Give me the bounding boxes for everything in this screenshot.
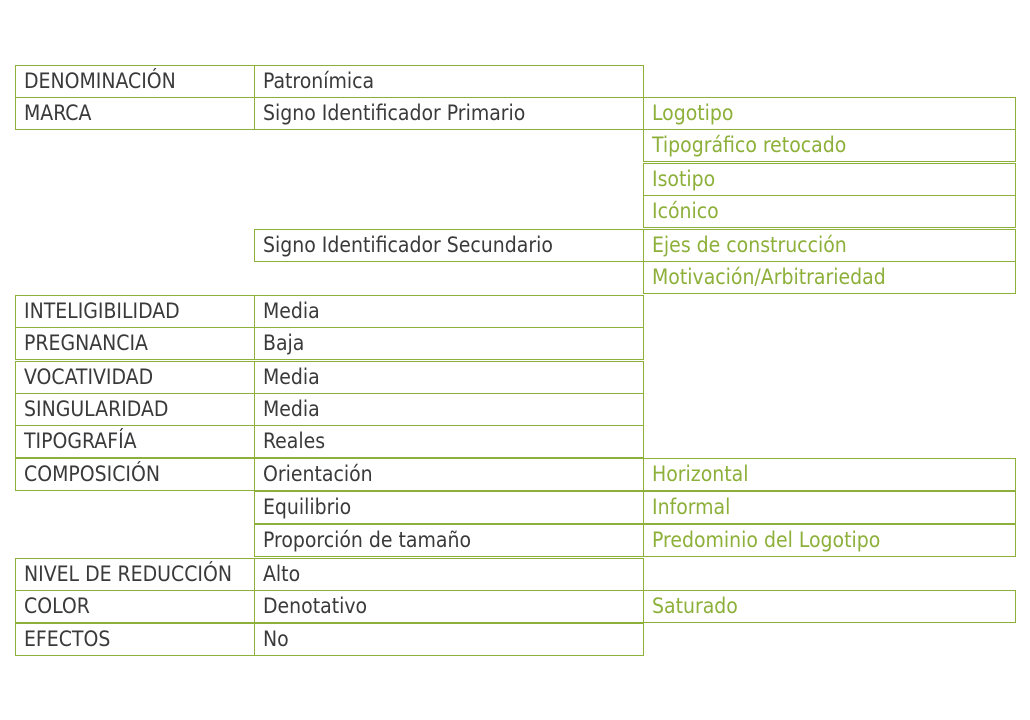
row-detail-tipografico-retocado: Tipográfico retocado xyxy=(643,129,1016,162)
row-detail-iconico: Icónico xyxy=(643,195,1016,228)
row-value-equilibrio: Equilibrio xyxy=(254,491,644,524)
row-detail-ejes-construccion: Ejes de construcción xyxy=(643,229,1016,262)
row-label-pregnancia: PREGNANCIA xyxy=(15,327,255,360)
row-detail-informal: Informal xyxy=(643,491,1016,524)
row-value-signo-primario: Signo Identificador Primario xyxy=(254,97,644,130)
row-label-singularidad: SINGULARIDAD xyxy=(15,393,255,426)
row-label-inteligibilidad: INTELIGIBILIDAD xyxy=(15,295,255,328)
row-detail-predominio: Predominio del Logotipo xyxy=(643,524,1016,557)
row-label-vocatividad: VOCATIVIDAD xyxy=(15,361,255,394)
row-detail-horizontal: Horizontal xyxy=(643,458,1016,491)
row-label-color: COLOR xyxy=(15,590,255,623)
row-detail-logotipo: Logotipo xyxy=(643,97,1016,130)
row-value-color: Denotativo xyxy=(254,590,644,623)
row-label-efectos: EFECTOS xyxy=(15,623,255,656)
row-value-singularidad: Media xyxy=(254,393,644,426)
row-label-composicion: COMPOSICIÓN xyxy=(15,458,255,491)
row-detail-saturado: Saturado xyxy=(643,590,1016,623)
row-value-denominacion: Patronímica xyxy=(254,65,644,98)
row-label-denominacion: DENOMINACIÓN xyxy=(15,65,255,98)
row-detail-isotipo: Isotipo xyxy=(643,163,1016,196)
row-detail-motivacion: Motivación/Arbitrariedad xyxy=(643,261,1016,294)
row-value-signo-secundario: Signo Identificador Secundario xyxy=(254,229,644,262)
row-label-nivel-reduccion: NIVEL DE REDUCCIÓN xyxy=(15,558,255,591)
row-value-efectos: No xyxy=(254,623,644,656)
row-label-marca: MARCA xyxy=(15,97,255,130)
row-value-nivel-reduccion: Alto xyxy=(254,558,644,591)
row-value-vocatividad: Media xyxy=(254,361,644,394)
row-value-tipografia: Reales xyxy=(254,425,644,458)
row-value-inteligibilidad: Media xyxy=(254,295,644,328)
row-label-tipografia: TIPOGRAFÍA xyxy=(15,425,255,458)
row-value-orientacion: Orientación xyxy=(254,458,644,491)
row-value-proporcion: Proporción de tamaño xyxy=(254,524,644,557)
row-value-pregnancia: Baja xyxy=(254,327,644,360)
